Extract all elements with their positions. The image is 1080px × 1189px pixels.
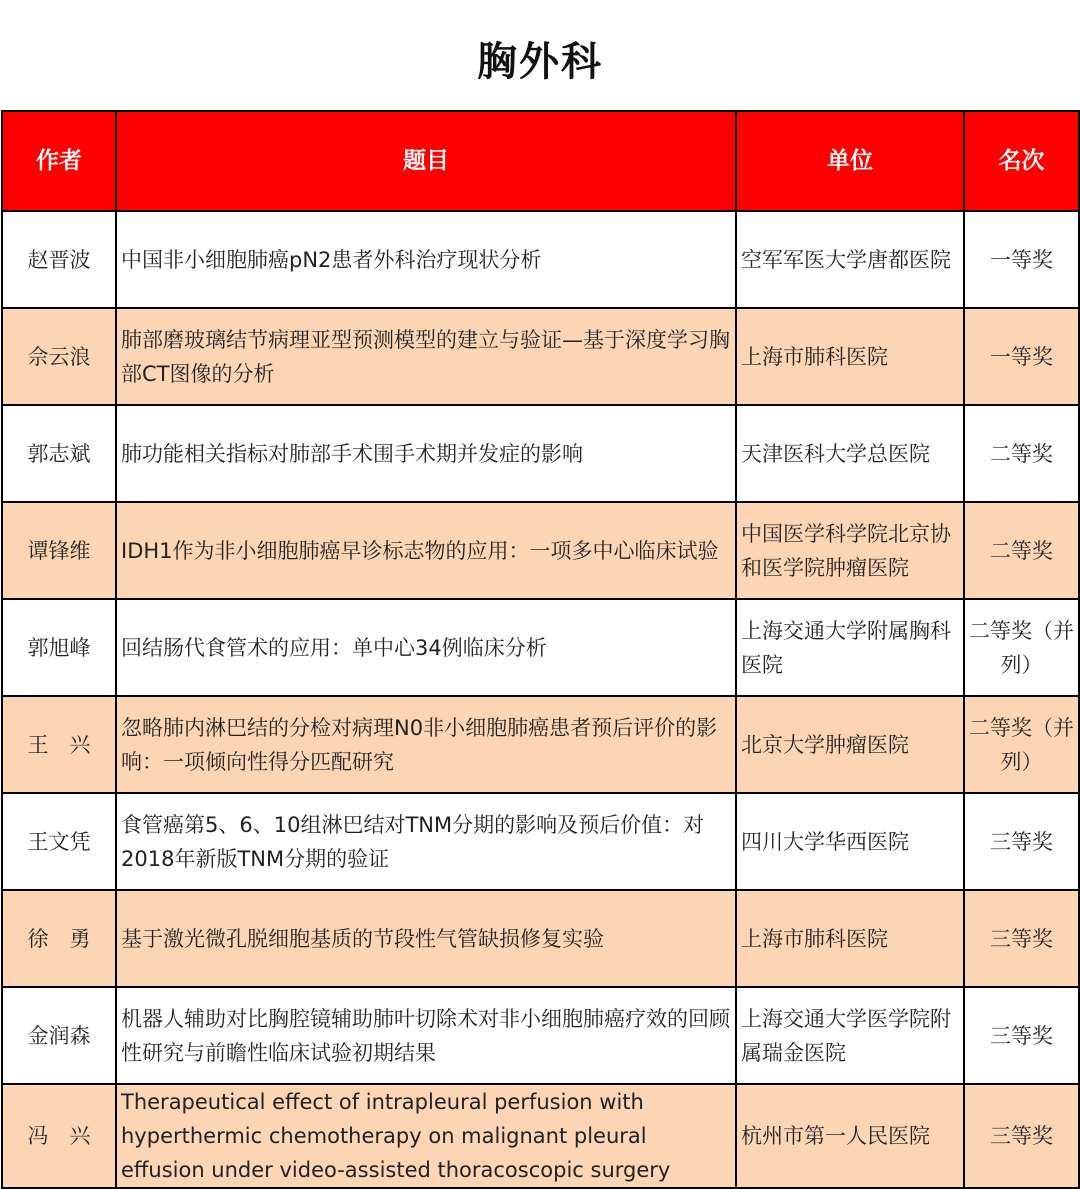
rank-cell: 一等奖: [964, 211, 1079, 308]
title-cell: 忽略肺内淋巴结的分检对病理N0非小细胞肺癌患者预后评价的影响：一项倾向性得分匹配研究: [116, 696, 736, 793]
author-cell: 郭旭峰: [2, 599, 116, 696]
header-author: 作者: [2, 111, 116, 211]
author-cell: 赵晋波: [2, 211, 116, 308]
unit-cell: 上海市肺科医院: [736, 890, 964, 987]
unit-cell: 上海市肺科医院: [736, 308, 964, 405]
table-row: [2, 599, 1079, 696]
unit-cell: 四川大学华西医院: [736, 793, 964, 890]
rank-cell: 二等奖: [964, 502, 1079, 599]
rank-cell: 一等奖: [964, 308, 1079, 405]
rank-cell: 三等奖: [964, 793, 1079, 890]
awards-table: [1, 110, 1080, 1189]
unit-cell: 北京大学肿瘤医院: [736, 696, 964, 793]
rank-cell: 二等奖: [964, 405, 1079, 502]
unit-cell: 空军军医大学唐都医院: [736, 211, 964, 308]
table-row: [2, 308, 1079, 405]
unit-cell: 天津医科大学总医院: [736, 405, 964, 502]
unit-cell: 中国医学科学院北京协和医学院肿瘤医院: [736, 502, 964, 599]
table-row: [2, 987, 1079, 1084]
table-header-row: [2, 111, 1079, 211]
table-row: [2, 890, 1079, 987]
table-row: [2, 405, 1079, 502]
title-cell: IDH1作为非小细胞肺癌早诊标志物的应用：一项多中心临床试验: [116, 502, 736, 599]
unit-cell: 杭州市第一人民医院: [736, 1084, 964, 1188]
unit-cell: 上海交通大学医学院附属瑞金医院: [736, 987, 964, 1084]
table-row: [2, 502, 1079, 599]
table-row: [2, 211, 1079, 308]
author-cell: 徐 勇: [2, 890, 116, 987]
title-cell: 中国非小细胞肺癌pN2患者外科治疗现状分析: [116, 211, 736, 308]
rank-cell: 三等奖: [964, 890, 1079, 987]
table-row: [2, 1084, 1079, 1188]
author-cell: 佘云浪: [2, 308, 116, 405]
title-cell: 基于激光微孔脱细胞基质的节段性气管缺损修复实验: [116, 890, 736, 987]
table-row: [2, 696, 1079, 793]
unit-cell: 上海交通大学附属胸科医院: [736, 599, 964, 696]
title-cell: Therapeutical effect of intrapleural perfusion with hyperthermic chemotherapy on malignant pleural effusion under video-assisted thoracoscopic surgery: [116, 1084, 736, 1188]
rank-cell: 三等奖: [964, 987, 1079, 1084]
author-cell: 王 兴: [2, 696, 116, 793]
page-title: 胸外科: [477, 39, 603, 85]
author-cell: 王文凭: [2, 793, 116, 890]
author-cell: 冯 兴: [2, 1084, 116, 1188]
header-rank: 名次: [964, 111, 1079, 211]
table-row: [2, 793, 1079, 890]
header-title: 题目: [116, 111, 736, 211]
title-cell: 回结肠代食管术的应用：单中心34例临床分析: [116, 599, 736, 696]
rank-cell: 二等奖（并列）: [964, 599, 1079, 696]
header-unit: 单位: [736, 111, 964, 211]
rank-cell: 三等奖: [964, 1084, 1079, 1188]
title-cell: 食管癌第5、6、10组淋巴结对TNM分期的影响及预后价值：对2018年新版TNM分期的验证: [116, 793, 736, 890]
author-cell: 郭志斌: [2, 405, 116, 502]
title-cell: 肺部磨玻璃结节病理亚型预测模型的建立与验证—基于深度学习胸部CT图像的分析: [116, 308, 736, 405]
author-cell: 金润森: [2, 987, 116, 1084]
author-cell: 谭锋维: [2, 502, 116, 599]
title-cell: 肺功能相关指标对肺部手术围手术期并发症的影响: [116, 405, 736, 502]
title-cell: 机器人辅助对比胸腔镜辅助肺叶切除术对非小细胞肺癌疗效的回顾性研究与前瞻性临床试验初期结果: [116, 987, 736, 1084]
rank-cell: 二等奖（并列）: [964, 696, 1079, 793]
